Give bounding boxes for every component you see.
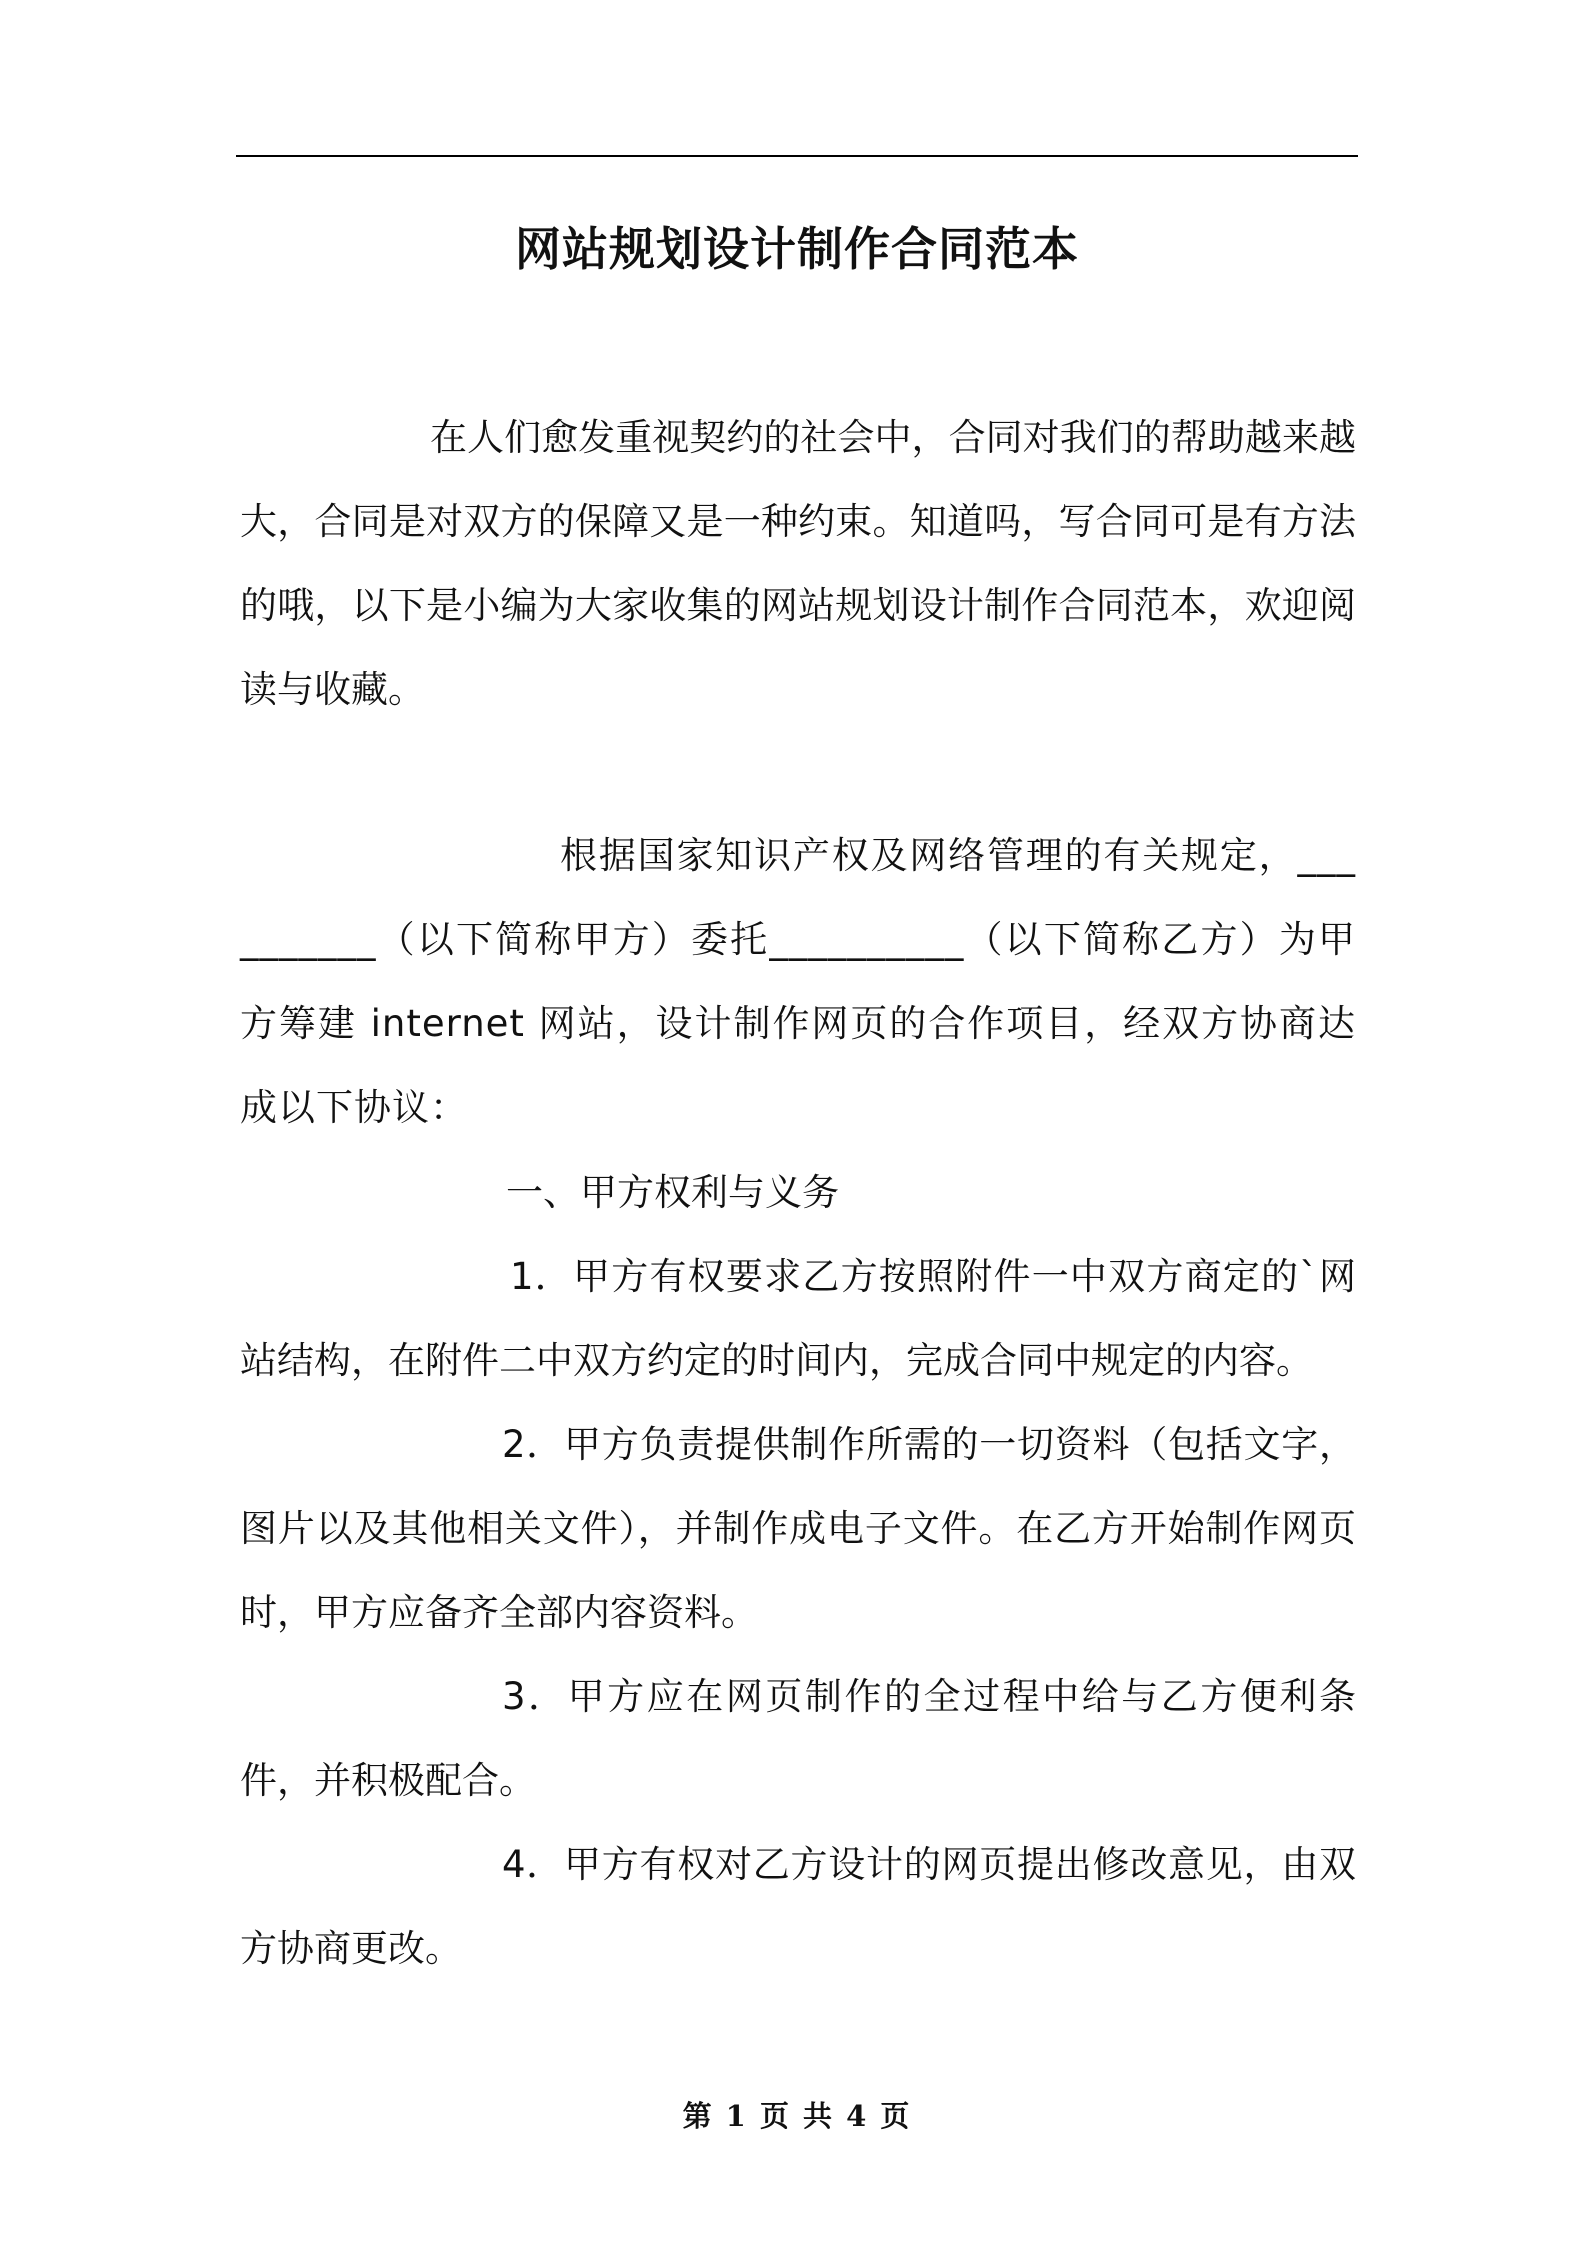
basis-paragraph: 根据国家知识产权及网络管理的有关规定，__________（以下简称甲方）委托__________（以下简称乙方）为甲方筹建 internet 网站，设计制作网页的合作项目，经双方协商达成以下协议： bbox=[240, 834, 1356, 1129]
clause-item-3: 3．甲方应在网页制作的全过程中给与乙方便利条件，并积极配合。 bbox=[240, 1675, 1356, 1802]
clause-item-1: 1．甲方有权要求乙方按照附件一中双方商定的`网站结构，在附件二中双方约定的时间内，完成合同中规定的内容。 bbox=[240, 1255, 1356, 1382]
intro-paragraph: 在人们愈发重视契约的社会中，合同对我们的帮助越来越大，合同是对双方的保障又是一种约束。知道吗，写合同可是有方法的哦，以下是小编为大家收集的网站规划设计制作合同范本，欢迎阅读与收藏。 bbox=[240, 416, 1356, 711]
header-rule bbox=[236, 155, 1358, 157]
section-heading: 一、甲方权利与义务 bbox=[506, 1171, 839, 1214]
clause-item-4: 4．甲方有权对乙方设计的网页提出修改意见，由双方协商更改。 bbox=[240, 1843, 1356, 1970]
document-title: 网站规划设计制作合同范本 bbox=[515, 222, 1079, 276]
clause-item-2: 2．甲方负责提供制作所需的一切资料（包括文字，图片以及其他相关文件），并制作成电子文件。在乙方开始制作网页时，甲方应备齐全部内容资料。 bbox=[240, 1423, 1356, 1634]
page-number-footer: 第 1 页 共 4 页 bbox=[682, 2099, 912, 2133]
